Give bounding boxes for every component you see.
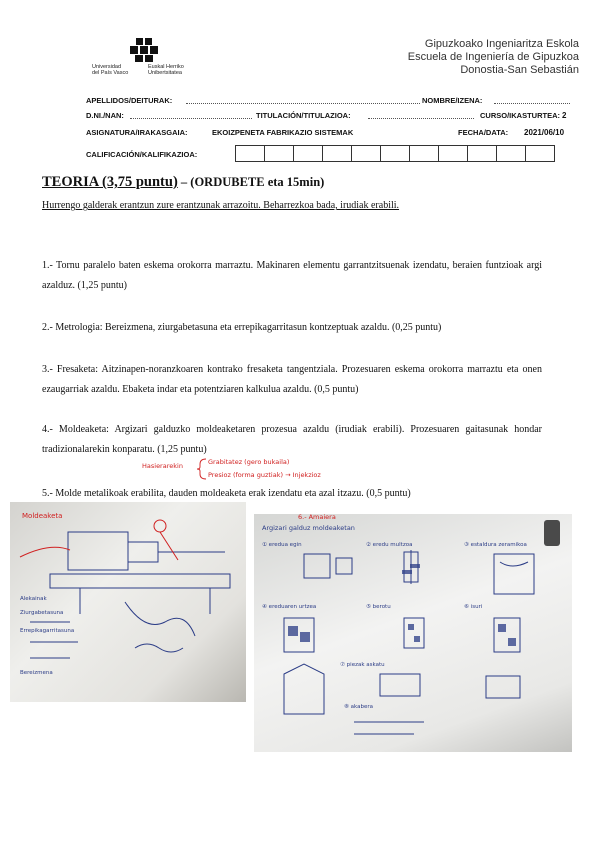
step-label: ③ estaldura zeramikoa bbox=[464, 542, 527, 548]
grade-box[interactable] bbox=[322, 145, 352, 162]
brace-icon bbox=[196, 458, 208, 480]
board-title: Argizari galduz moldeaketan bbox=[262, 524, 355, 532]
nombre-field[interactable] bbox=[494, 103, 570, 104]
apellidos-label: APELLIDOS/DEITURAK: bbox=[86, 96, 173, 105]
grade-box[interactable] bbox=[467, 145, 497, 162]
fecha-value: 2021/06/10 bbox=[524, 128, 565, 137]
apellidos-field[interactable] bbox=[186, 103, 420, 104]
logo-caption-right: Euskal Herriko Unibertsitatea bbox=[148, 64, 184, 76]
handwritten-note: Grabitatez (gero bukaila) bbox=[208, 458, 290, 466]
casting-steps-sketch-icon bbox=[254, 514, 572, 752]
whiteboard-note: Alekainak bbox=[20, 596, 47, 602]
grade-box[interactable] bbox=[293, 145, 323, 162]
question-1: 1.- Tornu paralelo baten eskema orokorra marraztu. Makinaren elementu garrantzitsuenak izendatu, beraien funtzioak argi azalduz. (1,25 puntu) bbox=[42, 260, 542, 291]
whiteboard-photo-2 bbox=[254, 514, 572, 752]
university-logo bbox=[92, 38, 202, 80]
curso-value: 2 bbox=[562, 111, 567, 120]
logo-caption-left: Universidad del País Vasco bbox=[92, 64, 129, 76]
fecha-label: FECHA/DATA: bbox=[458, 128, 509, 137]
photo-red-label: Moldeaketa bbox=[22, 512, 63, 520]
titulacion-field[interactable] bbox=[368, 118, 474, 119]
step-label: ⑤ berotu bbox=[366, 604, 391, 610]
whiteboard-note: Errepikagarritasuna bbox=[20, 628, 75, 634]
question-2: 2.- Metrologia: Bereizmena, ziurgabetasuna eta errepikagarritasun kontzeptuak azaldu. (0,25 puntu) bbox=[42, 322, 442, 333]
question-4: 4.- Moldeaketa: Argizari galduzko moldeaketaren prozesua azaldu (irudiak erabili). Prozesuaren gaitasunak hondar tradizionalarekin konparatu. (1,25 puntu) bbox=[42, 424, 542, 455]
board-red-note: 6.- Amaiera bbox=[298, 514, 336, 521]
school-name: Gipuzkoako Ingeniaritza Eskola Escuela de Ingeniería de Gipuzkoa Donostia-San Sebastián bbox=[407, 38, 579, 76]
grade-boxes[interactable] bbox=[236, 145, 555, 162]
step-label: ① eredua egin bbox=[262, 542, 302, 548]
question-3: 3.- Fresaketa: Aitzinapen-noranzkoaren kontrako fresaketa tangentziala. Prozesuaren eskema orokorra marraztu eta onen ezaugarriak azaldu. Ebaketa indar eta potentziaren kalkulua azaldu. (0,5 puntu) bbox=[42, 364, 542, 395]
calificacion-label: CALIFICACIÓN/KALIFIKAZIOA: bbox=[86, 150, 198, 159]
step-label: ⑥ isuri bbox=[464, 604, 483, 610]
grade-box[interactable] bbox=[438, 145, 468, 162]
whiteboard-note: Ziurgabetasuna bbox=[20, 610, 64, 616]
step-label: ④ ereduaren urtzea bbox=[262, 604, 317, 610]
asignatura-value: EKOIZPENETA FABRIKAZIO SISTEMAK bbox=[212, 128, 354, 137]
dni-field[interactable] bbox=[130, 118, 252, 119]
titulacion-label: TITULACIÓN/TITULAZIOA: bbox=[256, 111, 351, 120]
question-5: 5.- Molde metalikoak erabilita, dauden moldeaketa erak izendatu eta azal itzazu. (0,5 puntu) bbox=[42, 488, 411, 499]
grade-box[interactable] bbox=[409, 145, 439, 162]
asignatura-label: ASIGNATURA/IRAKASGAIA: bbox=[86, 128, 188, 137]
dni-label: D.NI./NAN: bbox=[86, 111, 124, 120]
grade-box[interactable] bbox=[351, 145, 381, 162]
grade-box[interactable] bbox=[380, 145, 410, 162]
nombre-label: NOMBRE/IZENA: bbox=[422, 96, 483, 105]
whiteboard-photo-1 bbox=[10, 502, 246, 702]
grade-box[interactable] bbox=[264, 145, 294, 162]
handwritten-note: Presioz (forma guztiak) → Injekzioz bbox=[208, 471, 321, 479]
instructions: Hurrengo galderak erantzun zure erantzunak arrazoitu. Beharrezkoa bada, irudiak erabili. bbox=[42, 200, 400, 211]
whiteboard-note: Bereizmena bbox=[20, 670, 53, 676]
step-label: ② eredu multzoa bbox=[366, 542, 413, 548]
step-label: ⑧ akabera bbox=[344, 704, 374, 710]
upv-ehu-logo-icon bbox=[126, 38, 162, 62]
grade-box[interactable] bbox=[496, 145, 526, 162]
grade-box[interactable] bbox=[525, 145, 555, 162]
curso-label: CURSO/IKASTURTEA: bbox=[480, 111, 560, 120]
grade-box[interactable] bbox=[235, 145, 265, 162]
step-label: ⑦ piezak askatu bbox=[340, 662, 385, 668]
exam-title: TEORIA (3,75 puntu) – (ORDUBETE eta 15min) bbox=[42, 174, 325, 190]
handwritten-note: Hasierarekin bbox=[142, 462, 183, 470]
